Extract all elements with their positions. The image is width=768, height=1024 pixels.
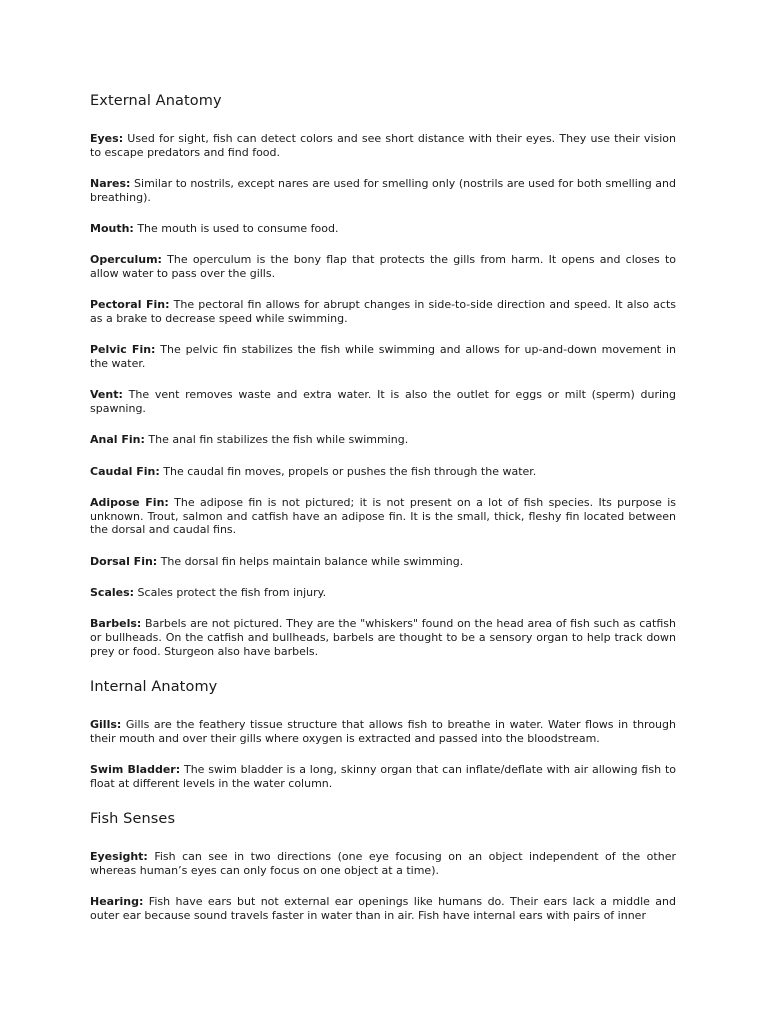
entry-term: Adipose Fin:: [90, 496, 169, 510]
entry-term: Dorsal Fin:: [90, 554, 158, 568]
entry-term: Barbels:: [90, 617, 142, 631]
entry-vent: [90, 388, 676, 415]
entry-dorsal-fin: [90, 555, 676, 569]
entry-nares: [90, 177, 676, 204]
entry-text: The adipose fin is not pictured; it is not present on a lot of fish species. Its purpose is unknown. Trout, salmon and catfish have an adipose fin. It is the small, thick, fleshy fin located between the dorsal and caudal fins.: [90, 496, 676, 537]
entry-term: Eyesight:: [90, 849, 148, 863]
entry-term: Eyes:: [90, 132, 124, 145]
entry-term: Mouth:: [90, 221, 134, 235]
entry-term: Hearing:: [90, 894, 144, 908]
entry-gills: [90, 718, 676, 745]
entry-hearing: [90, 895, 676, 922]
entry-text: The vent removes waste and extra water. It is also the outlet for eggs or milt (sperm) during spawning.: [90, 388, 676, 415]
section-external-anatomy: [90, 90, 676, 658]
entry-term: Pectoral Fin:: [90, 298, 170, 312]
section-internal-anatomy: [90, 676, 676, 790]
entry-barbels: [90, 617, 676, 658]
entry-scales: [90, 586, 676, 600]
entry-term: Nares:: [90, 176, 131, 190]
entry-pelvic-fin: [90, 343, 676, 370]
entry-eyesight: [90, 850, 676, 877]
entry-adipose-fin: [90, 496, 676, 537]
entry-eyes: [90, 132, 676, 159]
entry-pectoral-fin: [90, 298, 676, 325]
section-heading: Internal Anatomy: [90, 679, 218, 696]
entry-term: Operculum:: [90, 253, 162, 267]
entry-term: Caudal Fin:: [90, 464, 160, 478]
entry-text: Fish can see in two directions (one eye focusing on an object independent of the other whereas human’s eyes can only focus on one object at a time).: [90, 849, 676, 877]
entry-text: Similar to nostrils, except nares are used for smelling only (nostrils are used for both smelling and breathing).: [90, 176, 676, 204]
entry-text: The operculum is the bony flap that protects the gills from harm. It opens and closes to allow water to pass over the gills.: [90, 253, 676, 280]
section-fish-senses: [90, 808, 676, 922]
entry-text: The dorsal fin helps maintain balance while swimming.: [157, 554, 464, 568]
entry-text: The mouth is used to consume food.: [133, 221, 339, 235]
entry-caudal-fin: [90, 465, 676, 479]
entry-text: The pelvic fin stabilizes the fish while swimming and allows for up-and-down movement in the water.: [90, 343, 676, 370]
entry-text: The anal fin stabilizes the fish while swimming.: [144, 433, 409, 447]
entry-term: Pelvic Fin:: [90, 343, 156, 357]
section-heading: Fish Senses: [90, 810, 176, 827]
entry-mouth: [90, 222, 676, 236]
entry-anal-fin: [90, 433, 676, 447]
entry-text: The pectoral fin allows for abrupt changes in side-to-side direction and speed. It also acts as a brake to decrease speed while swimming.: [90, 298, 676, 325]
entry-text: Used for sight, fish can detect colors and see short distance with their eyes. They use their vision to escape predators and find food.: [90, 132, 676, 159]
entry-text: The swim bladder is a long, skinny organ that can inflate/deflate with air allowing fish to float at different levels in the water column.: [90, 763, 676, 790]
entry-term: Gills:: [90, 718, 122, 732]
entry-term: Anal Fin:: [90, 433, 145, 447]
entry-term: Swim Bladder:: [90, 763, 181, 776]
entry-swim-bladder: [90, 763, 676, 790]
entry-text: Barbels are not pictured. They are the "whiskers" found on the head area of fish such as catfish or bullheads. On the catfish and bullheads, barbels are thought to be a sensory organ to help track down prey or food. Sturgeon also have barbels.: [90, 617, 676, 658]
document-page: [90, 90, 676, 940]
entry-operculum: [90, 253, 676, 280]
entry-text: Gills are the feathery tissue structure that allows fish to breathe in water. Water flows in through their mouth and over their gills where oxygen is extracted and passed into the bloodstream.: [90, 718, 676, 745]
entry-term: Vent:: [90, 388, 123, 402]
section-heading: External Anatomy: [90, 93, 222, 109]
entry-text: The caudal fin moves, propels or pushes the fish through the water.: [159, 464, 537, 478]
entry-text: Fish have ears but not external ear openings like humans do. Their ears lack a middle and outer ear because sound travels faster in water than in air. Fish have internal ears with pairs of inner: [90, 894, 676, 922]
entry-text: Scales protect the fish from injury.: [134, 586, 327, 600]
entry-term: Scales:: [90, 586, 135, 600]
